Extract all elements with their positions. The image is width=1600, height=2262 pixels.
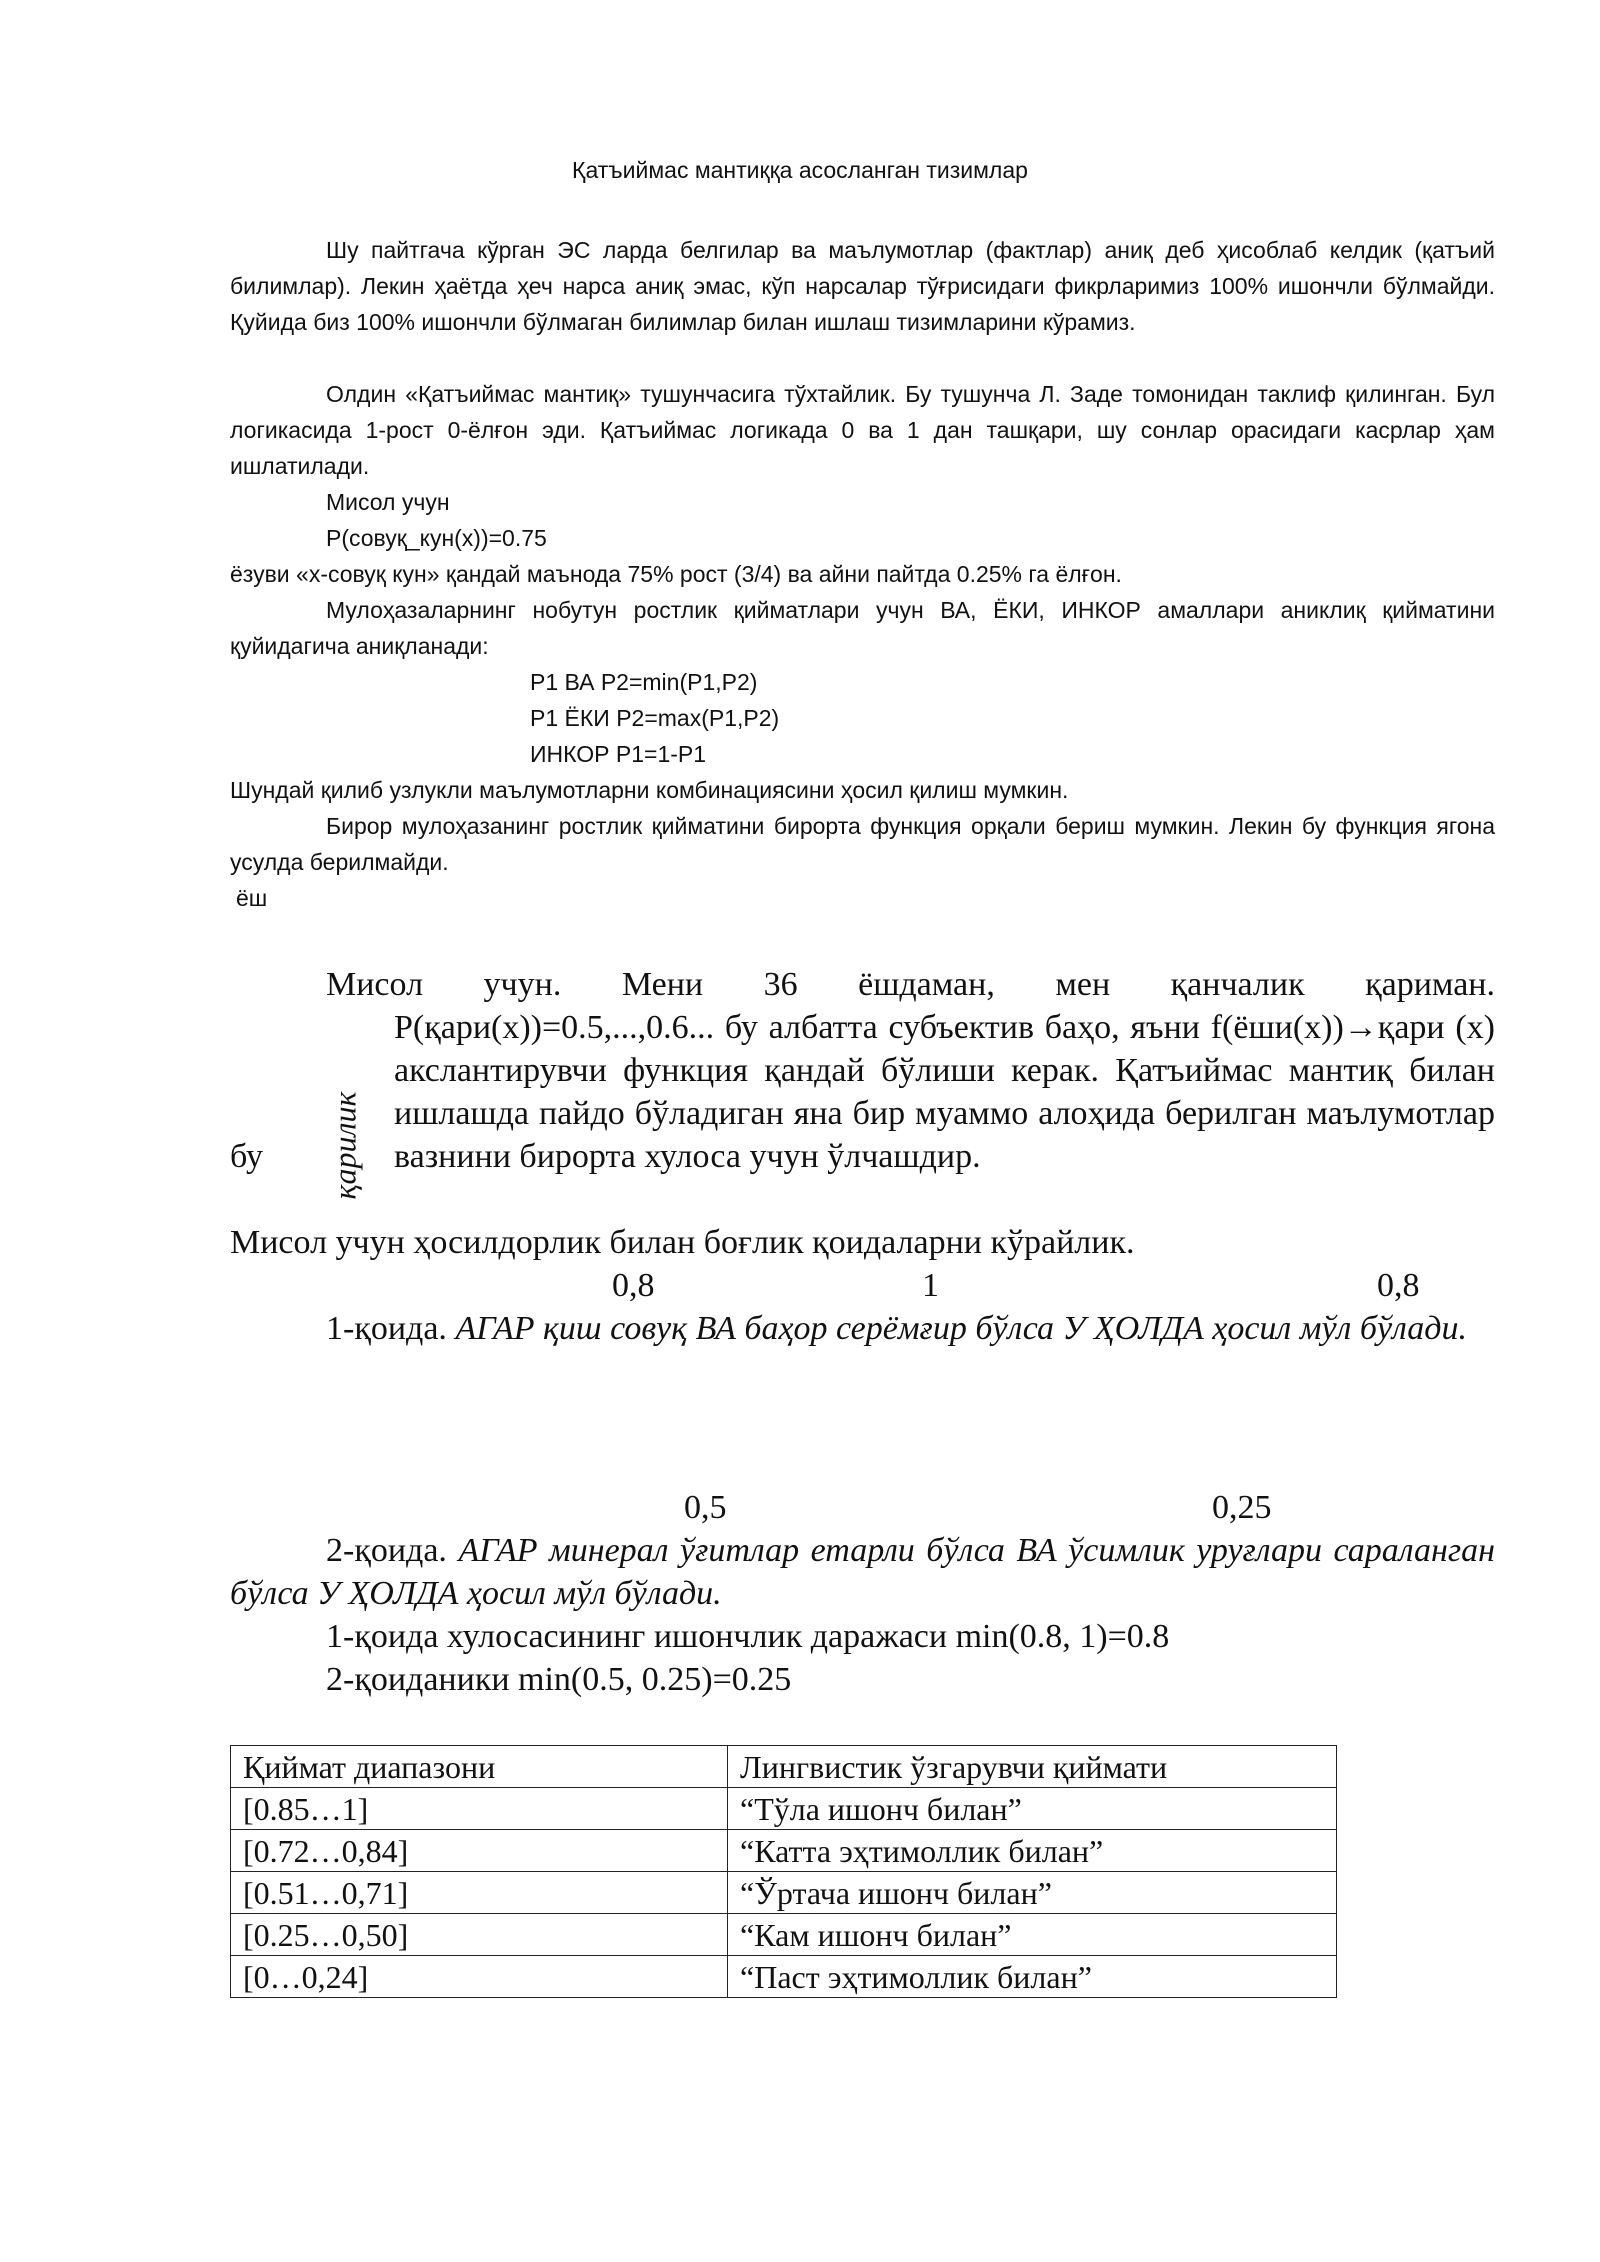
example-formula: P(совуқ_кун(x))=0.75 (326, 525, 547, 551)
example2-first-line: Мисол учун. Мени 36 ёшдаман, мен қанчалик қариман. (326, 966, 1495, 1003)
formula-not: ИНКОР P1=1-P1 (530, 741, 707, 767)
example2-block: P(қари(x))=0.5,...,0.6... бу албатта субъектив баҳо, яъни f(ёши(x))→қари (x) акслантирувчи функция қандай бўлиши керак. Қатъиймас мантиқ билан ишлашда пайдо бўладиган яна бир муаммо алоҳида берилган маълумотлар вазнини бирорта хулоса учун ўлчашдир. (394, 1009, 1495, 1175)
stray-word: ёш (236, 885, 268, 911)
rule1-weight-3: 0,8 (1377, 1267, 1420, 1304)
rule2-weight-1: 0,5 (684, 1489, 727, 1526)
rule2-label: 2-қоида. (326, 1532, 447, 1569)
paragraph-combination: Шундай қилиб узлукли маълумотларни комбинациясини ҳосил қилиш мумкин. (230, 777, 1069, 803)
table-row (231, 1830, 1337, 1872)
table-cell-value: “Кам ишонч билан” (728, 1914, 1337, 1956)
table-header-row (231, 1746, 1337, 1788)
rule2-text: АГАР минерал ўғитлар етарли бўлса ВА ўсимлик уруғлари сараланган бўлса У ҲОЛДА ҳосил мўл бўлади. (230, 1532, 1495, 1612)
rule1-label: 1-қоида. (326, 1310, 447, 1347)
table-cell-range: [0.51…0,71] (231, 1872, 728, 1914)
rule1-text: АГАР қиш совуқ ВА баҳор серёмғир бўлса У ҲОЛДА ҳосил мўл бўлади. (455, 1310, 1467, 1347)
paragraph-explanation: ёзуви «х-совуқ кун» қандай маънода 75% рост (3/4) ва айни пайтда 0.25% га ёлғон. (230, 561, 1122, 587)
table-cell-range: [0…0,24] (231, 1956, 728, 1998)
vertical-label: қарилик (326, 1091, 363, 1199)
paragraph-intro: Шу пайтгача кўрган ЭС ларда белгилар ва маълумотлар (фактлар) аниқ деб ҳисоблаб келдик (қатъий билимлар). Лекин ҳаётда ҳеч нарса аниқ эмас, кўп нарсалар тўғрисидаги фикрларимиз 100% ишончли бўлмайди. Қуйида биз 100% ишончли бўлмаган билимлар билан ишлаш тизимларини кўрамиз. (230, 237, 1495, 335)
table-cell-range: [0.25…0,50] (231, 1914, 728, 1956)
rule1-weight-2: 1 (922, 1267, 939, 1304)
table-row (231, 1914, 1337, 1956)
formula-or: P1 ЁКИ P2=max(P1,P2) (530, 705, 780, 731)
paragraph-fuzzy-logic: Олдин «Қатъиймас мантиқ» тушунчасига тўхтайлик. Бу тушунча Л. Заде томонидан таклиф қилинган. Бул логикасида 1-рост 0-ёлғон эди. Қатъиймас логикада 0 ва 1 дан ташқари, шу сонлар орасидаги касрлар ҳам ишлатилади. (230, 381, 1495, 479)
rule1-weight-1: 0,8 (612, 1267, 655, 1304)
rule2-weight-2: 0,25 (1212, 1489, 1272, 1526)
confidence-table (230, 1745, 1337, 1998)
table-cell-value: “Ўртача ишонч билан” (728, 1872, 1337, 1914)
table-cell-range: [0.85…1] (231, 1788, 728, 1830)
table-cell-range: [0.72…0,84] (231, 1830, 728, 1872)
table-cell-value: “Катта эҳтимоллик билан” (728, 1830, 1337, 1872)
table-cell-value: “Тўла ишонч билан” (728, 1788, 1337, 1830)
table-cell-value: “Паст эҳтимоллик билан” (728, 1956, 1337, 1998)
table-header-cell: Қиймат диапазони (231, 1746, 728, 1788)
margin-word-bu: бу (230, 1138, 264, 1175)
conclusion-rule1: 1-қоида хулосасининг ишончлик даражаси min(0.8, 1)=0.8 (326, 1618, 1170, 1655)
paragraph-function: Бирор мулоҳазанинг ростлик қийматини бирорта функция орқали бериш мумкин. Лекин бу функция ягона усулда берилмайди. (230, 813, 1495, 875)
table-row (231, 1956, 1337, 1998)
table-header-cell: Лингвистик ўзгарувчи қиймати (728, 1746, 1337, 1788)
table-row (231, 1872, 1337, 1914)
rule2 (230, 1529, 1495, 1615)
conclusion-rule2: 2-қоиданики min(0.5, 0.25)=0.25 (326, 1661, 792, 1698)
paragraph-operations: Мулоҳазаларнинг нобутун ростлик қийматлари учун ВА, ЁКИ, ИНКОР амаллари аниклиқ қийматини қуйидагича аниқланади: (230, 597, 1495, 659)
formula-and: P1 ВА P2=min(P1,P2) (530, 669, 758, 695)
example-label: Мисол учун (326, 489, 450, 515)
rules-intro: Мисол учун ҳосилдорлик билан боғлик қоидаларни кўрайлик. (230, 1224, 1135, 1261)
rule1 (230, 1307, 1495, 1350)
table-row (231, 1788, 1337, 1830)
page-title: Қатъиймас мантиққа асосланган тизимлар (572, 157, 1028, 183)
